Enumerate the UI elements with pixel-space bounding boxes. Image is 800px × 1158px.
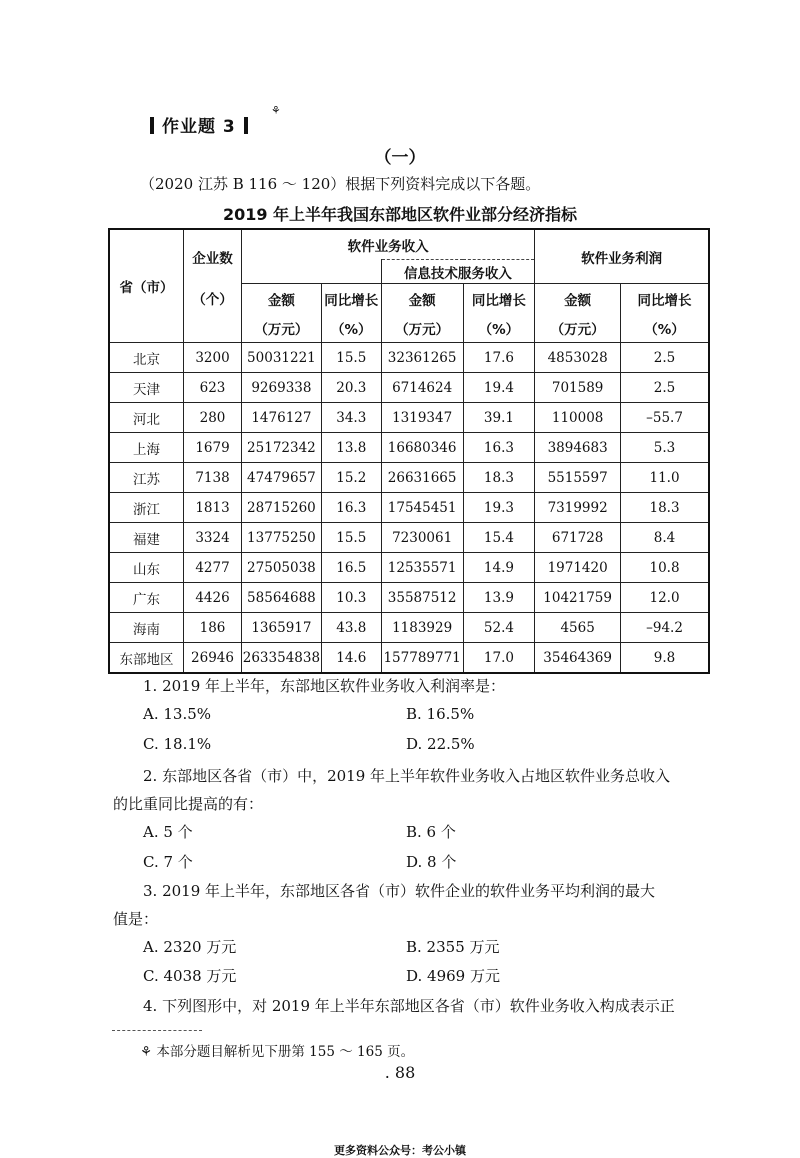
cell-profit-g: 10.8 <box>621 553 709 583</box>
cell-profit-g: 8.4 <box>621 523 709 553</box>
cell-income-g: 16.5 <box>321 553 381 583</box>
header-yoy-2: 同比增长 <box>463 284 535 314</box>
cell-it-g: 18.3 <box>463 463 535 493</box>
cell-income: 58564688 <box>241 583 321 613</box>
question-3-option[interactable]: C. 4038 万元 <box>143 967 237 985</box>
title-bar-right <box>244 117 248 134</box>
intro-text: （2020 江苏 B 116 ～ 120）根据下列资料完成以下各题。 <box>140 175 541 193</box>
cell-name: 山东 <box>109 553 184 583</box>
section-title: （一） <box>374 148 426 168</box>
question-2-option[interactable]: A. 5 个 <box>143 823 193 841</box>
footnote-marker-icon: ⚘ <box>270 104 282 117</box>
question-2-text: 2. 东部地区各省（市）中，2019 年上半年软件业务收入占地区软件业务总收入 <box>143 767 671 785</box>
header-amount-unit-3: （万元） <box>535 313 621 343</box>
cell-it: 12535571 <box>381 553 463 583</box>
cell-name: 北京 <box>109 343 184 373</box>
cell-count: 26946 <box>184 643 242 674</box>
table-row <box>109 403 709 433</box>
header-yoy-unit-1: （%） <box>321 313 381 343</box>
footnote: ⚘ 本部分题目解析见下册第 155 ～ 165 页。 <box>140 1044 415 1060</box>
table-row <box>109 343 709 373</box>
cell-profit: 10421759 <box>535 583 621 613</box>
header-enterprises-unit: （个） <box>184 284 242 314</box>
cell-it-g: 17.6 <box>463 343 535 373</box>
question-3-option[interactable]: D. 4969 万元 <box>406 967 500 985</box>
cell-name: 浙江 <box>109 493 184 523</box>
cell-income: 25172342 <box>241 433 321 463</box>
cell-income-g: 34.3 <box>321 403 381 433</box>
cell-count: 1813 <box>184 493 242 523</box>
footnote-divider <box>112 1030 202 1031</box>
cell-count: 186 <box>184 613 242 643</box>
header-software-income-spacer <box>241 260 381 284</box>
header-province: 省（市） <box>109 229 184 343</box>
cell-profit: 4853028 <box>535 343 621 373</box>
table-row <box>109 493 709 523</box>
cell-it-g: 19.3 <box>463 493 535 523</box>
cell-it: 17545451 <box>381 493 463 523</box>
header-yoy-unit-3: （%） <box>621 313 709 343</box>
table-row <box>109 463 709 493</box>
cell-income: 27505038 <box>241 553 321 583</box>
title-bar-left <box>150 117 154 134</box>
cell-profit: 35464369 <box>535 643 621 674</box>
question-1-text: 1. 2019 年上半年，东部地区软件业务收入利润率是： <box>143 677 506 695</box>
cell-income: 1476127 <box>241 403 321 433</box>
cell-it: 35587512 <box>381 583 463 613</box>
cell-name: 江苏 <box>109 463 184 493</box>
cell-income-g: 14.6 <box>321 643 381 674</box>
table-row <box>109 583 709 613</box>
cell-it: 157789771 <box>381 643 463 674</box>
header-yoy-unit-2: （%） <box>463 313 535 343</box>
cell-income-g: 16.3 <box>321 493 381 523</box>
table-row <box>109 373 709 403</box>
header-software-income-label: 软件业务收入 <box>347 238 429 255</box>
table-row <box>109 643 709 674</box>
table-row <box>109 433 709 463</box>
cell-profit: 5515597 <box>535 463 621 493</box>
cell-income-g: 43.8 <box>321 613 381 643</box>
question-2-option[interactable]: B. 6 个 <box>406 823 456 841</box>
cell-profit-g: 5.3 <box>621 433 709 463</box>
cell-it: 1319347 <box>381 403 463 433</box>
cell-profit-g: 2.5 <box>621 343 709 373</box>
header-amount-unit-2: （万元） <box>381 313 463 343</box>
cell-name: 海南 <box>109 613 184 643</box>
cell-count: 7138 <box>184 463 242 493</box>
cell-it: 32361265 <box>381 343 463 373</box>
cell-profit-g: 18.3 <box>621 493 709 523</box>
cell-name: 广东 <box>109 583 184 613</box>
question-1-option[interactable]: A. 13.5% <box>143 705 212 723</box>
cell-it-g: 16.3 <box>463 433 535 463</box>
cell-it: 6714624 <box>381 373 463 403</box>
cell-profit: 701589 <box>535 373 621 403</box>
cell-profit-g: 11.0 <box>621 463 709 493</box>
cell-it-g: 52.4 <box>463 613 535 643</box>
cell-name: 天津 <box>109 373 184 403</box>
header-software-profit: 软件业务利润 <box>535 229 709 284</box>
question-1-option[interactable]: D. 22.5% <box>406 735 475 753</box>
cell-profit: 671728 <box>535 523 621 553</box>
question-2-option[interactable]: D. 8 个 <box>406 853 457 871</box>
cell-income: 1365917 <box>241 613 321 643</box>
table-row <box>109 553 709 583</box>
header-it-service-income: 信息技术服务收入 <box>381 260 535 284</box>
cell-name: 上海 <box>109 433 184 463</box>
header-software-income <box>241 229 534 260</box>
question-1-option[interactable]: B. 16.5% <box>406 705 475 723</box>
cell-income-g: 15.5 <box>321 343 381 373</box>
header-amount-unit-1: （万元） <box>241 313 321 343</box>
cell-profit: 7319992 <box>535 493 621 523</box>
cell-name: 东部地区 <box>109 643 184 674</box>
cell-it-g: 39.1 <box>463 403 535 433</box>
cell-count: 280 <box>184 403 242 433</box>
cell-income-g: 13.8 <box>321 433 381 463</box>
cell-income-g: 20.3 <box>321 373 381 403</box>
economic-indicators-table <box>108 228 710 674</box>
cell-income: 13775250 <box>241 523 321 553</box>
cell-income: 9269338 <box>241 373 321 403</box>
header-yoy-3: 同比增长 <box>621 284 709 314</box>
header-yoy-1: 同比增长 <box>321 284 381 314</box>
page-number-value: 88 <box>394 1063 416 1082</box>
cell-it-g: 13.9 <box>463 583 535 613</box>
question-3-text-cont: 值是： <box>113 910 159 928</box>
cell-income-g: 10.3 <box>321 583 381 613</box>
question-3-text: 3. 2019 年上半年，东部地区各省（市）软件企业的软件业务平均利润的最大 <box>143 882 656 900</box>
cell-profit-g: 9.8 <box>621 643 709 674</box>
header-enterprises: 企业数 <box>184 229 242 284</box>
header-amount-3: 金额 <box>535 284 621 314</box>
table-row <box>109 613 709 643</box>
homework-title <box>142 104 282 137</box>
cell-count: 623 <box>184 373 242 403</box>
header-amount-2: 金额 <box>381 284 463 314</box>
cell-income-g: 15.5 <box>321 523 381 553</box>
cell-profit-g: –55.7 <box>621 403 709 433</box>
cell-profit-g: –94.2 <box>621 613 709 643</box>
cell-income-g: 15.2 <box>321 463 381 493</box>
cell-it: 1183929 <box>381 613 463 643</box>
question-1-option[interactable]: C. 18.1% <box>143 735 212 753</box>
question-4-text: 4. 下列图形中，对 2019 年上半年东部地区各省（市）软件业务收入构成表示正 <box>143 997 675 1015</box>
table-row <box>109 523 709 553</box>
cell-income: 50031221 <box>241 343 321 373</box>
cell-name: 福建 <box>109 523 184 553</box>
cell-count: 3200 <box>184 343 242 373</box>
table-title: 2019 年上半年我国东部地区软件业部分经济指标 <box>222 205 578 224</box>
cell-it-g: 15.4 <box>463 523 535 553</box>
question-2-option[interactable]: C. 7 个 <box>143 853 193 871</box>
cell-profit: 4565 <box>535 613 621 643</box>
cell-profit: 1971420 <box>535 553 621 583</box>
cell-profit: 3894683 <box>535 433 621 463</box>
cell-name: 河北 <box>109 403 184 433</box>
table-body <box>109 343 709 674</box>
question-2-text-cont: 的比重同比提高的有： <box>113 795 264 813</box>
cell-it: 16680346 <box>381 433 463 463</box>
question-3-option[interactable]: B. 2355 万元 <box>406 938 500 956</box>
page-number: . 88 <box>384 1063 416 1082</box>
cell-income: 47479657 <box>241 463 321 493</box>
header-amount-1: 金额 <box>241 284 321 314</box>
cell-profit-g: 12.0 <box>621 583 709 613</box>
header-enterprises-blank <box>184 313 242 343</box>
cell-profit-g: 2.5 <box>621 373 709 403</box>
cell-profit: 110008 <box>535 403 621 433</box>
cell-it: 26631665 <box>381 463 463 493</box>
cell-count: 4277 <box>184 553 242 583</box>
cell-count: 3324 <box>184 523 242 553</box>
cell-count: 4426 <box>184 583 242 613</box>
bottom-note: 更多资料公众号：考公小镇 <box>334 1144 466 1157</box>
cell-income: 28715260 <box>241 493 321 523</box>
cell-count: 1679 <box>184 433 242 463</box>
homework-label: 作业题 3 <box>162 117 236 137</box>
cell-it-g: 17.0 <box>463 643 535 674</box>
cell-it: 7230061 <box>381 523 463 553</box>
cell-it-g: 19.4 <box>463 373 535 403</box>
cell-it-g: 14.9 <box>463 553 535 583</box>
question-3-option[interactable]: A. 2320 万元 <box>143 938 237 956</box>
cell-income: 263354838 <box>241 643 321 674</box>
